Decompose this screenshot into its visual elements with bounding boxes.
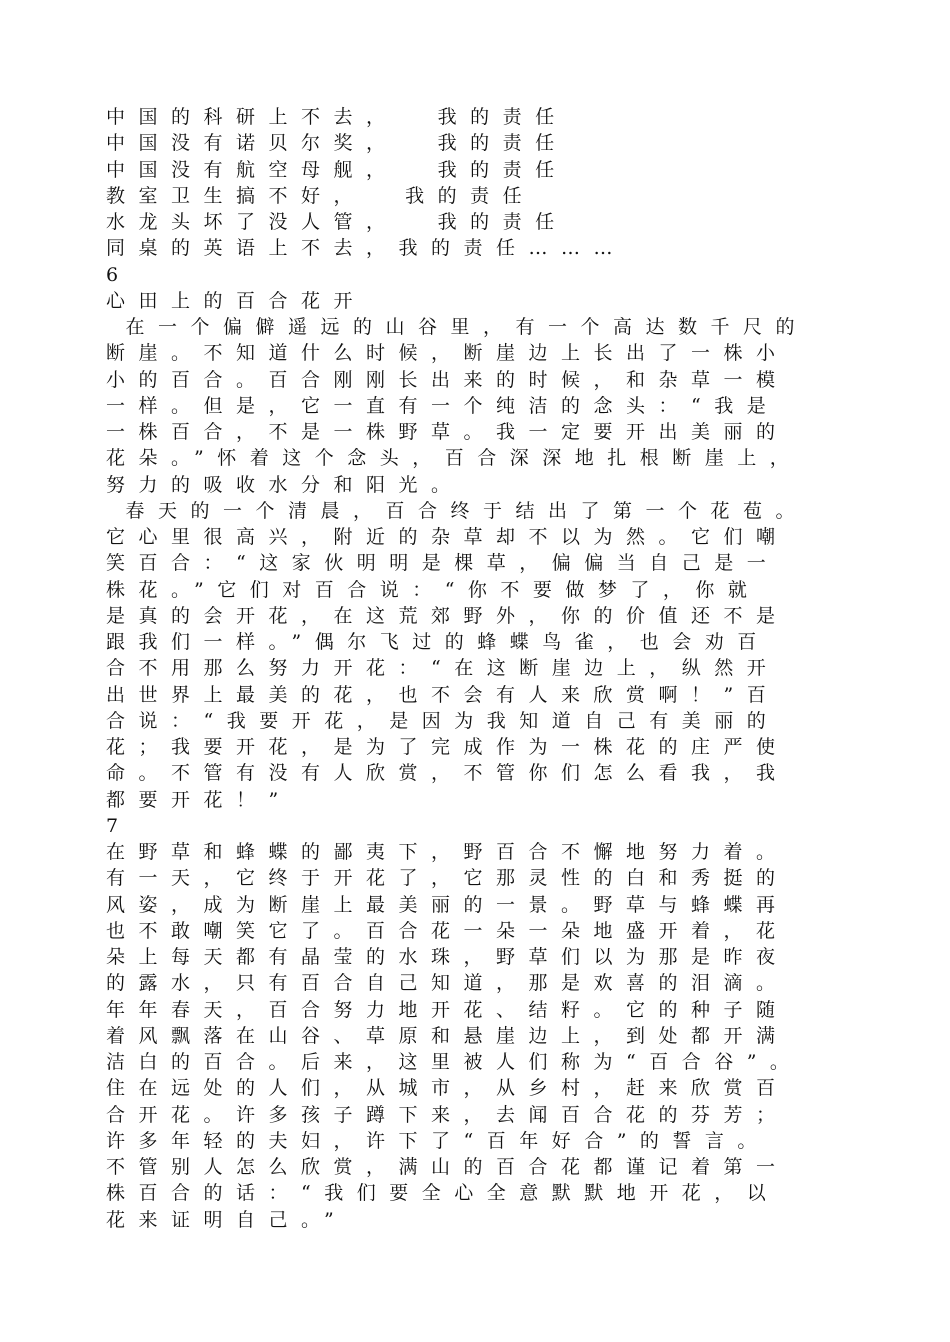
text-line: 中国的科研上不去， 我的责任 — [106, 106, 568, 128]
text-line: 许多年轻的夫妇，许下了“百年好合”的誓言。 — [106, 1129, 770, 1152]
text-line: 它心里很高兴，附近的杂草却不以为然。它们嘲 — [106, 526, 789, 548]
text-line: 的露水，只有百合自己知道，那是欢喜的泪滴。 — [106, 972, 789, 995]
text-line: 跟我们一样。”偶尔飞过的蜂蝶鸟雀，也会劝百 — [106, 631, 770, 653]
text-line: 出世界上最美的花，也不会有人来欣赏啊！”百 — [106, 683, 780, 706]
text-line: 花来证明自己。” — [106, 1208, 348, 1231]
text-line: 朵上每天都有晶莹的水珠，野草们以为那是昨夜 — [106, 946, 789, 968]
text-line: 命。不管有没有人欣赏，不管你们怎么看我，我 — [106, 762, 789, 785]
text-line: 教室卫生搞不好， 我的责任 — [106, 184, 536, 207]
text-line: 中国没有航空母舰， 我的责任 — [106, 158, 568, 181]
section-title: 心田上的百合花开 — [106, 289, 367, 312]
text-line: 春天的一个清晨，百合终于结出了第一个花苞。 — [106, 499, 809, 522]
text-line: 花；我要开花，是为了完成作为一株花的庄严使 — [106, 736, 789, 758]
text-line: 中国没有诺贝尔奖， 我的责任 — [106, 132, 568, 155]
text-line: 花朵。”怀着这个念头，百合深深地扎根断崖上， — [106, 447, 803, 470]
text-line: 洁白的百合。后来，这里被人们称为“百合谷”。 — [106, 1051, 803, 1073]
text-line: 着风飘落在山谷、草原和悬崖边上，到处都开满 — [106, 1024, 789, 1047]
text-line: 一株百合，不是一株野草。我一定要开出美丽的 — [106, 421, 789, 443]
text-line: 努力的吸收水分和阳光。 — [106, 473, 464, 496]
text-line: 也不敢嘲笑它了。百合花一朵一朵地盛开着，花 — [106, 919, 789, 942]
text-line: 年年春天，百合努力地开花、结籽。它的种子随 — [106, 998, 789, 1021]
text-line: 合开花。许多孩子蹲下来，去闻百合花的芬芳； — [106, 1103, 789, 1126]
text-line: 住在远处的人们，从城市，从乡村，赶来欣赏百 — [106, 1077, 789, 1100]
text-line: 在野草和蜂蝶的鄙夷下，野百合不懈地努力着。 — [106, 841, 789, 863]
page-number: 6 — [106, 263, 119, 286]
text-line: 合说：“我要开花，是因为我知道自己有美丽的 — [106, 709, 780, 732]
text-line: 同桌的英语上不去，我的责任……… — [106, 237, 627, 260]
text-line: 小的百合。百合刚刚长出来的时候，和杂草一模 — [106, 368, 789, 391]
text-line: 合不用那么努力开花：“在这断崖边上，纵然开 — [106, 657, 780, 680]
page-number: 7 — [106, 814, 119, 837]
text-line: 断崖。不知道什么时候，断崖边上长出了一株小 — [106, 342, 789, 365]
text-line: 株花。”它们对百合说：“你不要做梦了，你就 — [106, 578, 761, 601]
text-line: 水龙头坏了没人管， 我的责任 — [106, 211, 568, 233]
text-line: 风姿，成为断崖上最美丽的一景。野草与蜂蝶再 — [106, 893, 789, 916]
text-line: 株百合的话：“我们要全心全意默默地开花，以 — [106, 1182, 780, 1205]
document-body — [106, 104, 866, 1233]
text-line: 在一个偏僻遥远的山谷里，有一个高达数千尺的 — [106, 316, 809, 338]
text-line: 有一天，它终于开花了，它那灵性的白和秀挺的 — [106, 867, 789, 890]
text-line: 不管别人怎么欣赏，满山的百合花都谨记着第一 — [106, 1156, 789, 1178]
text-line: 笑百合：“这家伙明明是棵草，偏偏当自己是一 — [106, 552, 780, 575]
text-line: 一样。但是，它一直有一个纯洁的念头：“我是 — [106, 394, 780, 417]
text-line: 是真的会开花，在这荒郊野外，你的价值还不是 — [106, 604, 789, 627]
text-line: 都要开花！” — [106, 788, 292, 811]
